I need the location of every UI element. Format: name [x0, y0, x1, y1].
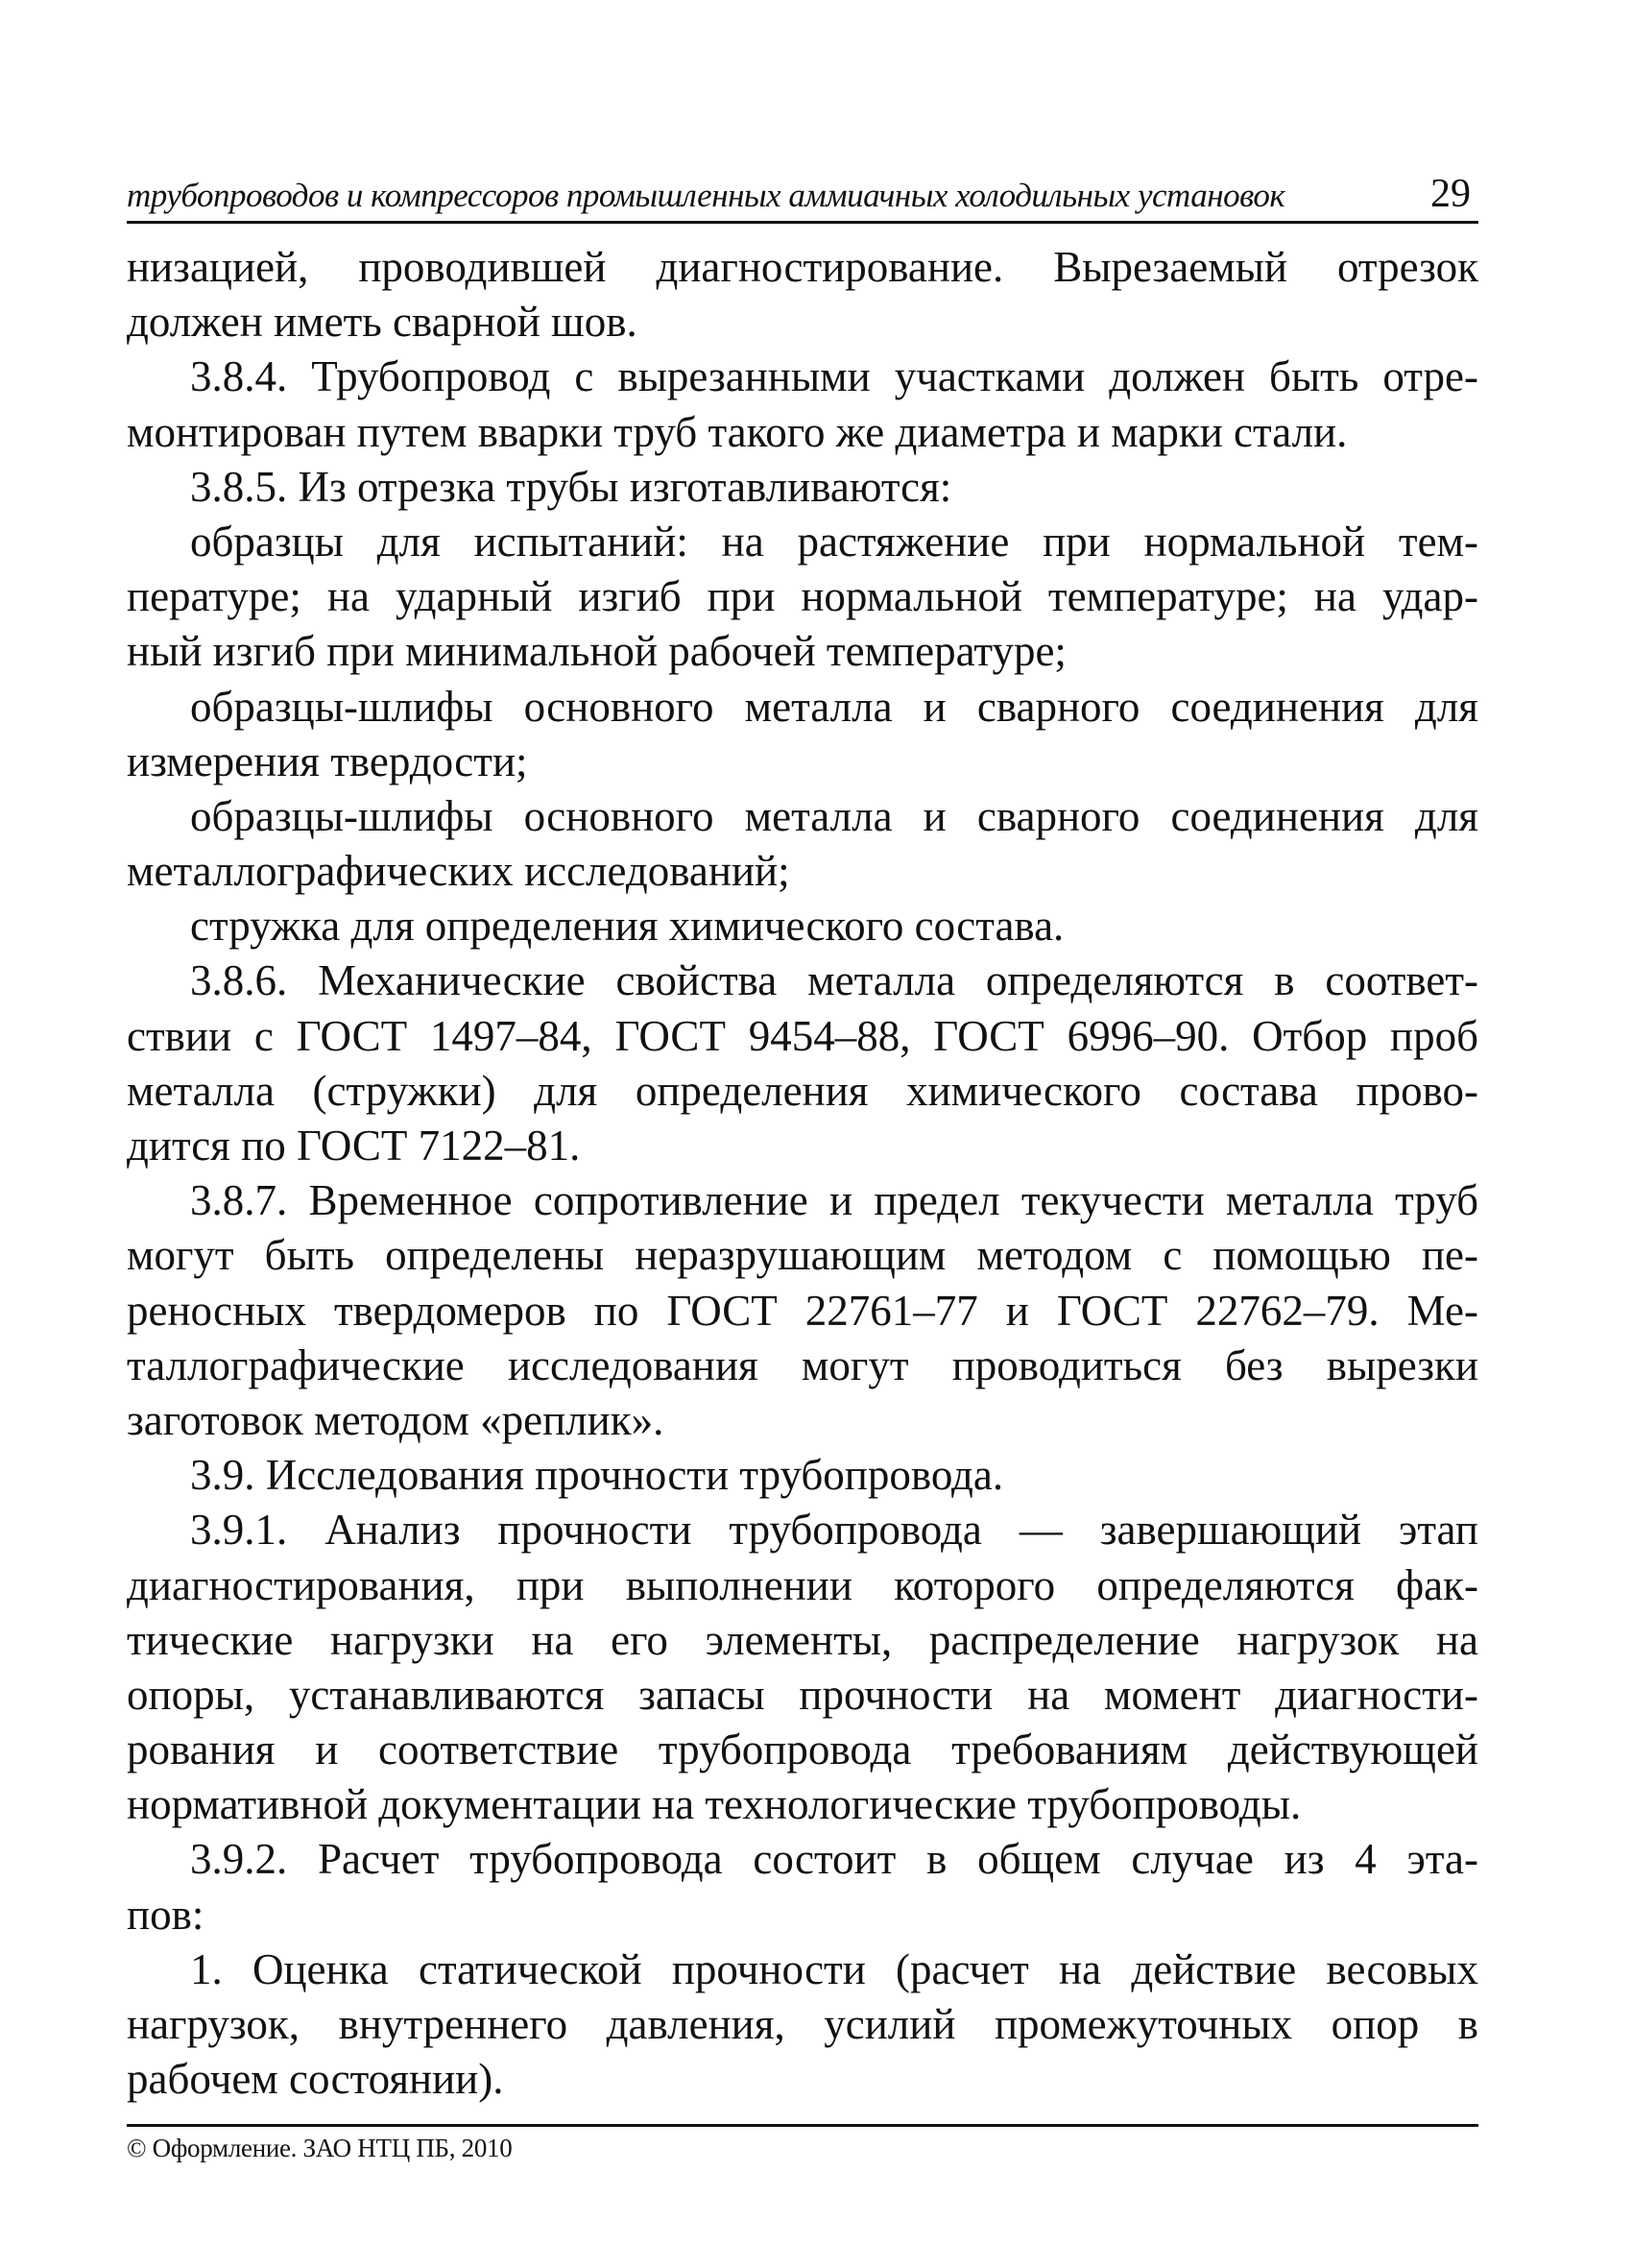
text-line: ствии с ГОСТ 1497–84, ГОСТ 9454–88, ГОСТ 6996–90. Отбор проб — [127, 1011, 1478, 1060]
text-line: тические нагрузки на его элементы, распределение нагрузок на — [127, 1615, 1478, 1664]
text-line: 3.8.4. Трубопровод с вырезанными участками должен быть отре- — [190, 352, 1478, 401]
page-number: 29 — [1430, 172, 1471, 216]
text-line: 3.8.6. Механические свойства металла определяются в соответ- — [190, 956, 1478, 1005]
text-line: монтирован путем вварки труб такого же диаметра и марки стали. — [127, 407, 1348, 456]
text-line: пературе; на ударный изгиб при нормальной температуре; на удар- — [127, 572, 1478, 621]
text-line: образцы-шлифы основного металла и сварного соединения для — [190, 682, 1478, 731]
text-line: образцы-шлифы основного металла и сварного соединения для — [190, 791, 1478, 840]
text-line: металлографических исследований; — [127, 847, 790, 896]
running-header-title: трубопроводов и компрессоров промышленных аммиачных холодильных установок — [127, 177, 1285, 214]
text-line: 3.9.2. Расчет трубопровода состоит в общем случае из 4 эта- — [190, 1835, 1478, 1884]
text-line: низацией, проводившей диагностирование. Вырезаемый отрезок — [127, 243, 1478, 291]
text-line: 1. Оценка статической прочности (расчет на действие весовых — [190, 1944, 1478, 1993]
text-line: нормативной документации на технологические трубопроводы. — [127, 1780, 1302, 1829]
text-line: 3.9. Исследования прочности трубопровода. — [190, 1451, 1004, 1500]
text-line: 3.8.7. Временное сопротивление и предел текучести металла труб — [190, 1176, 1478, 1225]
text-line: пов: — [127, 1890, 204, 1939]
text-line: таллографические исследования могут проводиться без вырезки — [127, 1340, 1478, 1389]
body-text — [127, 240, 1478, 2107]
text-line: рабочем состоянии). — [127, 2055, 504, 2104]
text-line: заготовок методом «реплик». — [127, 1395, 664, 1444]
text-line: должен иметь сварной шов. — [127, 298, 637, 347]
text-line: образцы для испытаний: на растяжение при нормальной тем- — [190, 517, 1478, 566]
text-line: 3.9.1. Анализ прочности трубопровода — завершающий этап — [190, 1506, 1478, 1555]
footer-copyright: © Оформление. ЗАО НТЦ ПБ, 2010 — [127, 2134, 513, 2162]
text-line: рования и соответствие трубопровода требованиям действующей — [127, 1725, 1478, 1774]
text-line: нагрузок, внутреннего давления, усилий промежуточных опор в — [127, 2000, 1478, 2048]
text-line: металла (стружки) для определения химического состава прово- — [127, 1066, 1478, 1115]
text-line: опоры, устанавливаются запасы прочности на момент диагности- — [127, 1670, 1478, 1719]
text-line: измерения твердости; — [127, 736, 528, 785]
running-header — [127, 171, 1478, 224]
text-line: диагностирования, при выполнении которого определяются фак- — [127, 1560, 1478, 1609]
text-line: могут быть определены неразрушающим методом с помощью пе- — [127, 1231, 1478, 1280]
footer-divider — [127, 2124, 1478, 2127]
text-line: реносных твердомеров по ГОСТ 22761–77 и ГОСТ 22762–79. Ме- — [127, 1286, 1478, 1335]
text-line: стружка для определения химического состава. — [190, 902, 1065, 951]
text-line: дится по ГОСТ 7122–81. — [127, 1122, 581, 1170]
text-line: 3.8.5. Из отрезка трубы изготавливаются: — [190, 462, 952, 511]
text-line: ный изгиб при минимальной рабочей температуре; — [127, 627, 1067, 676]
